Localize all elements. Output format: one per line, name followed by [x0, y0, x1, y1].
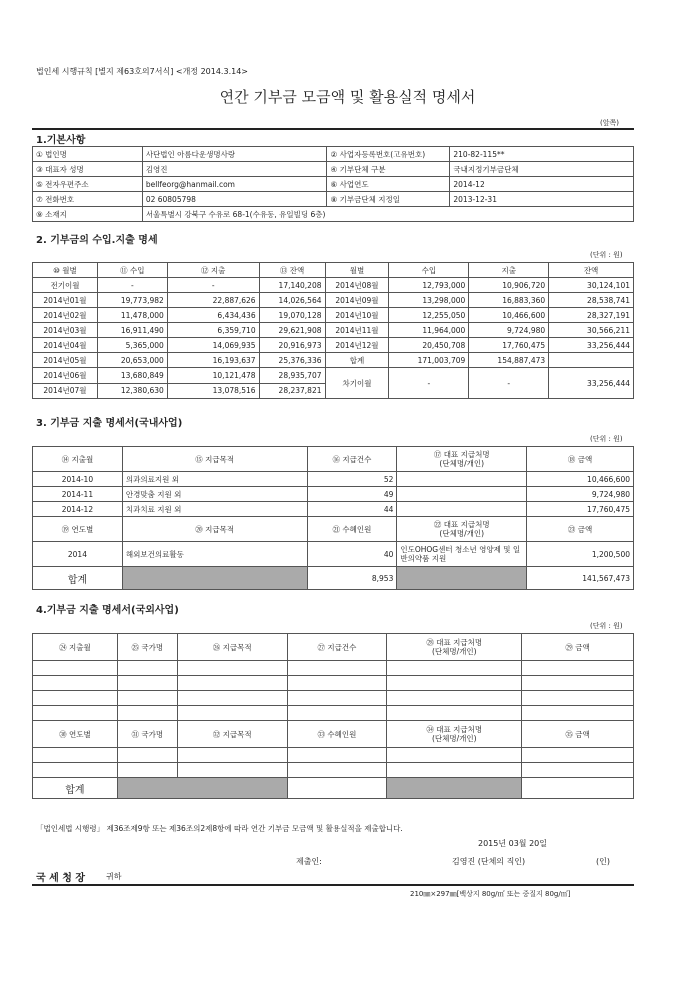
year-cell: 2014 [33, 542, 123, 567]
form-title: 연간 기부금 모금액 및 활용실적 명세서 [219, 88, 476, 106]
expense-cell: - [167, 278, 259, 293]
income-cell: 171,003,709 [389, 353, 469, 368]
label-email: ⑤ 전자우편주소 [33, 177, 143, 192]
column-header: ⑬ 잔액 [259, 263, 325, 278]
section4-unit: (단위 : 원) [590, 622, 623, 630]
value-address: 서울특별시 강북구 수유로 68-1(수유동, 유일빌딩 6층) [142, 207, 633, 222]
amount-cell: 9,724,980 [527, 487, 634, 502]
purpose-cell: 해외보건의료활동 [122, 542, 307, 567]
blank-cell [117, 691, 177, 706]
column-header: ㉔ 지출월 [33, 634, 118, 661]
income-cell: 12,793,000 [389, 278, 469, 293]
income-cell: 5,365,000 [97, 338, 167, 353]
table-header-row [33, 634, 634, 661]
blank-cell [522, 778, 634, 799]
label-designation-date: ⑧ 기부금단체 지정일 [327, 192, 450, 207]
income-cell: 20,450,708 [389, 338, 469, 353]
recipient-cell [397, 472, 527, 487]
overseas-expense-table [32, 633, 634, 799]
blank-row [33, 748, 634, 763]
submission-statement: 「법인세법 시행령」 제36조제9항 또는 제36조의2제8항에 따라 연간 기부금 모금액 및 활용실적을 제출합니다. [36, 824, 403, 833]
income-cell: 13,680,849 [97, 368, 167, 384]
balance-cell: 28,237,821 [259, 383, 325, 399]
balance-cell: 28,327,191 [549, 308, 634, 323]
blank-row [33, 691, 634, 706]
blank-cell [287, 676, 387, 691]
table-header-row [33, 263, 634, 278]
column-header: ㉙ 금액 [522, 634, 634, 661]
total-label: 합계 [33, 778, 118, 799]
month-cell: 2014년12월 [325, 338, 389, 353]
amount-cell: 1,200,500 [527, 542, 634, 567]
count-cell: 44 [307, 502, 397, 517]
balance-cell: 30,124,101 [549, 278, 634, 293]
column-header: 수입 [389, 263, 469, 278]
month-cell: 합계 [325, 353, 389, 368]
month-cell: 2014년04월 [33, 338, 98, 353]
column-header: ㉖ 지급목적 [177, 634, 287, 661]
recipient: 국 세 청 장 [36, 873, 86, 884]
blank-cell [33, 661, 118, 676]
value-corp-name: 사단법인 아름다운생명사랑 [142, 147, 327, 162]
shaded-cell [397, 567, 527, 590]
submitter-label: 제출인: [296, 857, 322, 866]
column-header: ㉚ 연도별 [33, 721, 118, 748]
blank-cell [117, 676, 177, 691]
carry-forward-expense: - [469, 368, 549, 399]
expense-cell: 16,883,360 [469, 293, 549, 308]
column-header: ⑱ 금액 [527, 447, 634, 472]
table-row [33, 308, 634, 323]
amount-cell: 17,760,475 [527, 502, 634, 517]
balance-cell: 28,538,741 [549, 293, 634, 308]
blank-cell [287, 748, 387, 763]
form-reference: 법인세 시행규칙 [별지 제63호의7서식] <개정 2014.3.14> [36, 67, 248, 76]
column-header: ㉘ 대표 지급처명 (단체명/개인) [387, 634, 522, 661]
table-row [33, 353, 634, 368]
month-cell: 2014년03월 [33, 323, 98, 338]
recipient-cell [397, 502, 527, 517]
column-header: ㉒ 대표 지급처명 (단체명/개인) [397, 517, 527, 542]
expense-cell: 154,887,473 [469, 353, 549, 368]
carry-forward-income: - [389, 368, 469, 399]
table-row [33, 278, 634, 293]
label-phone: ⑦ 전화번호 [33, 192, 143, 207]
blank-cell [522, 661, 634, 676]
blank-cell [177, 676, 287, 691]
month-cell: 2014년09월 [325, 293, 389, 308]
income-expense-table [32, 262, 634, 399]
balance-cell: 25,376,336 [259, 353, 325, 368]
balance-cell: 19,070,128 [259, 308, 325, 323]
expense-month-cell: 2014-11 [33, 487, 123, 502]
balance-cell: 14,026,564 [259, 293, 325, 308]
balance-cell: 17,140,208 [259, 278, 325, 293]
expense-cell: 10,466,600 [469, 308, 549, 323]
balance-cell: 30,566,211 [549, 323, 634, 338]
column-header: ㉟ 금액 [522, 721, 634, 748]
column-header: ⑪ 수입 [97, 263, 167, 278]
value-designation-date: 2013-12-31 [450, 192, 634, 207]
recipient-cell: 인도OHOG센터 청소년 영양제 및 일반의약품 지원 [397, 542, 527, 567]
submitter-name: 김영진 (단체의 직인) [452, 857, 526, 866]
table-header-row [33, 517, 634, 542]
blank-cell [33, 763, 118, 778]
basic-info-table [32, 146, 634, 222]
section3-title: 3. 기부금 지출 명세서(국내사업) [36, 418, 183, 429]
expense-month-cell: 2014-12 [33, 502, 123, 517]
column-header: ⑮ 지급목적 [122, 447, 307, 472]
income-cell: 12,255,050 [389, 308, 469, 323]
blank-cell [117, 706, 177, 721]
blank-cell [287, 763, 387, 778]
blank-cell [387, 691, 522, 706]
blank-row [33, 706, 634, 721]
blank-cell [387, 763, 522, 778]
carry-forward-label: 차기이월 [325, 368, 389, 399]
domestic-expense-table [32, 446, 634, 590]
income-cell: 13,298,000 [389, 293, 469, 308]
column-header: ㉞ 대표 지급처명 (단체명/개인) [387, 721, 522, 748]
label-corp-name: ① 법인명 [33, 147, 143, 162]
table-header-row [33, 721, 634, 748]
shaded-cell [387, 778, 522, 799]
table-row [33, 542, 634, 567]
column-header: ㉗ 지급건수 [287, 634, 387, 661]
column-header: ⑩ 월별 [33, 263, 98, 278]
expense-cell: 10,121,478 [167, 368, 259, 384]
income-cell: 11,478,000 [97, 308, 167, 323]
income-cell: 12,380,630 [97, 383, 167, 399]
section1-title: 1.기본사항 [36, 135, 86, 146]
label-address: ⑨ 소재지 [33, 207, 143, 222]
balance-cell: 29,621,908 [259, 323, 325, 338]
table-row [33, 293, 634, 308]
label-biz-reg-no: ② 사업자등록번호(고유번호) [327, 147, 450, 162]
expense-cell: 9,724,980 [469, 323, 549, 338]
blank-cell [117, 763, 177, 778]
count-cell: 52 [307, 472, 397, 487]
income-cell: 11,964,000 [389, 323, 469, 338]
expense-cell: 17,760,475 [469, 338, 549, 353]
blank-row [33, 676, 634, 691]
blank-cell [177, 706, 287, 721]
month-cell: 2014년08월 [325, 278, 389, 293]
total-row [33, 778, 634, 799]
column-header: ㉜ 지급목적 [177, 721, 287, 748]
column-header: ㉝ 수혜인원 [287, 721, 387, 748]
month-cell: 2014년07월 [33, 383, 98, 399]
blank-cell [522, 706, 634, 721]
expense-cell: 10,906,720 [469, 278, 549, 293]
label-rep-name: ③ 대표자 성명 [33, 162, 143, 177]
amount-cell: 10,466,600 [527, 472, 634, 487]
column-header: ⑰ 대표 지급처명 (단체명/개인) [397, 447, 527, 472]
month-cell: 2014년11월 [325, 323, 389, 338]
column-header: ㉑ 수혜인원 [307, 517, 397, 542]
income-cell: 19,773,982 [97, 293, 167, 308]
purpose-cell: 치과치료 지원 외 [122, 502, 307, 517]
table-row [33, 323, 634, 338]
blank-cell [33, 676, 118, 691]
value-biz-reg-no: 210-82-115** [450, 147, 634, 162]
beneficiaries-cell: 40 [307, 542, 397, 567]
blank-cell [522, 676, 634, 691]
blank-cell [33, 706, 118, 721]
seal-mark: (인) [596, 857, 610, 866]
column-header: ⑫ 지출 [167, 263, 259, 278]
total-row [33, 567, 634, 590]
table-row [33, 502, 634, 517]
blank-row [33, 763, 634, 778]
blank-row [33, 661, 634, 676]
blank-cell [33, 748, 118, 763]
column-header: ⑯ 지급건수 [307, 447, 397, 472]
balance-cell: 28,935,707 [259, 368, 325, 384]
section4-title: 4.기부금 지출 명세서(국외사업) [36, 605, 179, 616]
blank-cell [177, 661, 287, 676]
blank-cell [522, 748, 634, 763]
column-header: 월별 [325, 263, 389, 278]
blank-cell [33, 691, 118, 706]
month-cell: 2014년10월 [325, 308, 389, 323]
expense-cell: 6,359,710 [167, 323, 259, 338]
recipient-honorific: 귀하 [106, 872, 122, 881]
blank-cell [177, 691, 287, 706]
balance-cell: 33,256,444 [549, 338, 634, 353]
balance-cell [549, 353, 634, 368]
blank-cell [287, 691, 387, 706]
table-row [33, 487, 634, 502]
income-cell: 16,911,490 [97, 323, 167, 338]
value-org-type: 국내지정기부금단체 [450, 162, 634, 177]
blank-cell [177, 748, 287, 763]
blank-cell [387, 661, 522, 676]
recipient-cell [397, 487, 527, 502]
blank-cell [522, 691, 634, 706]
value-rep-name: 김영진 [142, 162, 327, 177]
expense-cell: 13,078,516 [167, 383, 259, 399]
expense-month-cell: 2014-10 [33, 472, 123, 487]
value-phone: 02 60805798 [142, 192, 327, 207]
section2-unit: (단위 : 원) [590, 251, 623, 259]
value-fiscal-year: 2014-12 [450, 177, 634, 192]
purpose-cell: 안경맞춤 지원 외 [122, 487, 307, 502]
expense-cell: 6,434,436 [167, 308, 259, 323]
table-row [33, 368, 634, 384]
blank-cell [387, 676, 522, 691]
carry-forward-balance: 33,256,444 [549, 368, 634, 399]
column-header: ㉓ 금액 [527, 517, 634, 542]
blank-cell [287, 661, 387, 676]
purpose-cell: 의과의료지원 외 [122, 472, 307, 487]
month-cell: 2014년01월 [33, 293, 98, 308]
column-header: ⑳ 지급목적 [122, 517, 307, 542]
blank-cell [177, 763, 287, 778]
blank-cell [117, 661, 177, 676]
page-note: (앞쪽) [600, 119, 619, 127]
blank-cell [287, 778, 387, 799]
month-cell: 2014년02월 [33, 308, 98, 323]
blank-cell [387, 748, 522, 763]
table-row [33, 472, 634, 487]
column-header: ⑲ 연도별 [33, 517, 123, 542]
column-header: ⑭ 지출월 [33, 447, 123, 472]
balance-cell: 20,916,973 [259, 338, 325, 353]
column-header: 잔액 [549, 263, 634, 278]
blank-cell [287, 706, 387, 721]
total-count: 8,953 [307, 567, 397, 590]
month-cell: 전기이월 [33, 278, 98, 293]
column-header: ㉕ 국가명 [117, 634, 177, 661]
income-cell: 20,653,000 [97, 353, 167, 368]
total-label: 합계 [33, 567, 123, 590]
expense-cell: 22,887,626 [167, 293, 259, 308]
section3-unit: (단위 : 원) [590, 435, 623, 443]
submission-date: 2015년 03월 20일 [478, 839, 547, 848]
month-cell: 2014년06월 [33, 368, 98, 384]
column-header: 지출 [469, 263, 549, 278]
blank-cell [387, 706, 522, 721]
blank-cell [522, 763, 634, 778]
column-header: ㉛ 국가명 [117, 721, 177, 748]
shaded-cell [122, 567, 307, 590]
total-amount: 141,567,473 [527, 567, 634, 590]
table-row [33, 338, 634, 353]
shaded-cell [117, 778, 287, 799]
count-cell: 49 [307, 487, 397, 502]
value-email: bellfeorg@hanmail.com [142, 177, 327, 192]
label-org-type: ④ 기부단체 구분 [327, 162, 450, 177]
blank-cell [117, 748, 177, 763]
income-cell: - [97, 278, 167, 293]
label-fiscal-year: ⑥ 사업연도 [327, 177, 450, 192]
expense-cell: 16,193,637 [167, 353, 259, 368]
paper-spec: 210㎜×297㎜[백상지 80g/㎡ 또는 중질지 80g/㎡] [410, 890, 571, 898]
table-header-row [33, 447, 634, 472]
month-cell: 2014년05월 [33, 353, 98, 368]
section2-title: 2. 기부금의 수입.지출 명세 [36, 235, 158, 246]
expense-cell: 14,069,935 [167, 338, 259, 353]
